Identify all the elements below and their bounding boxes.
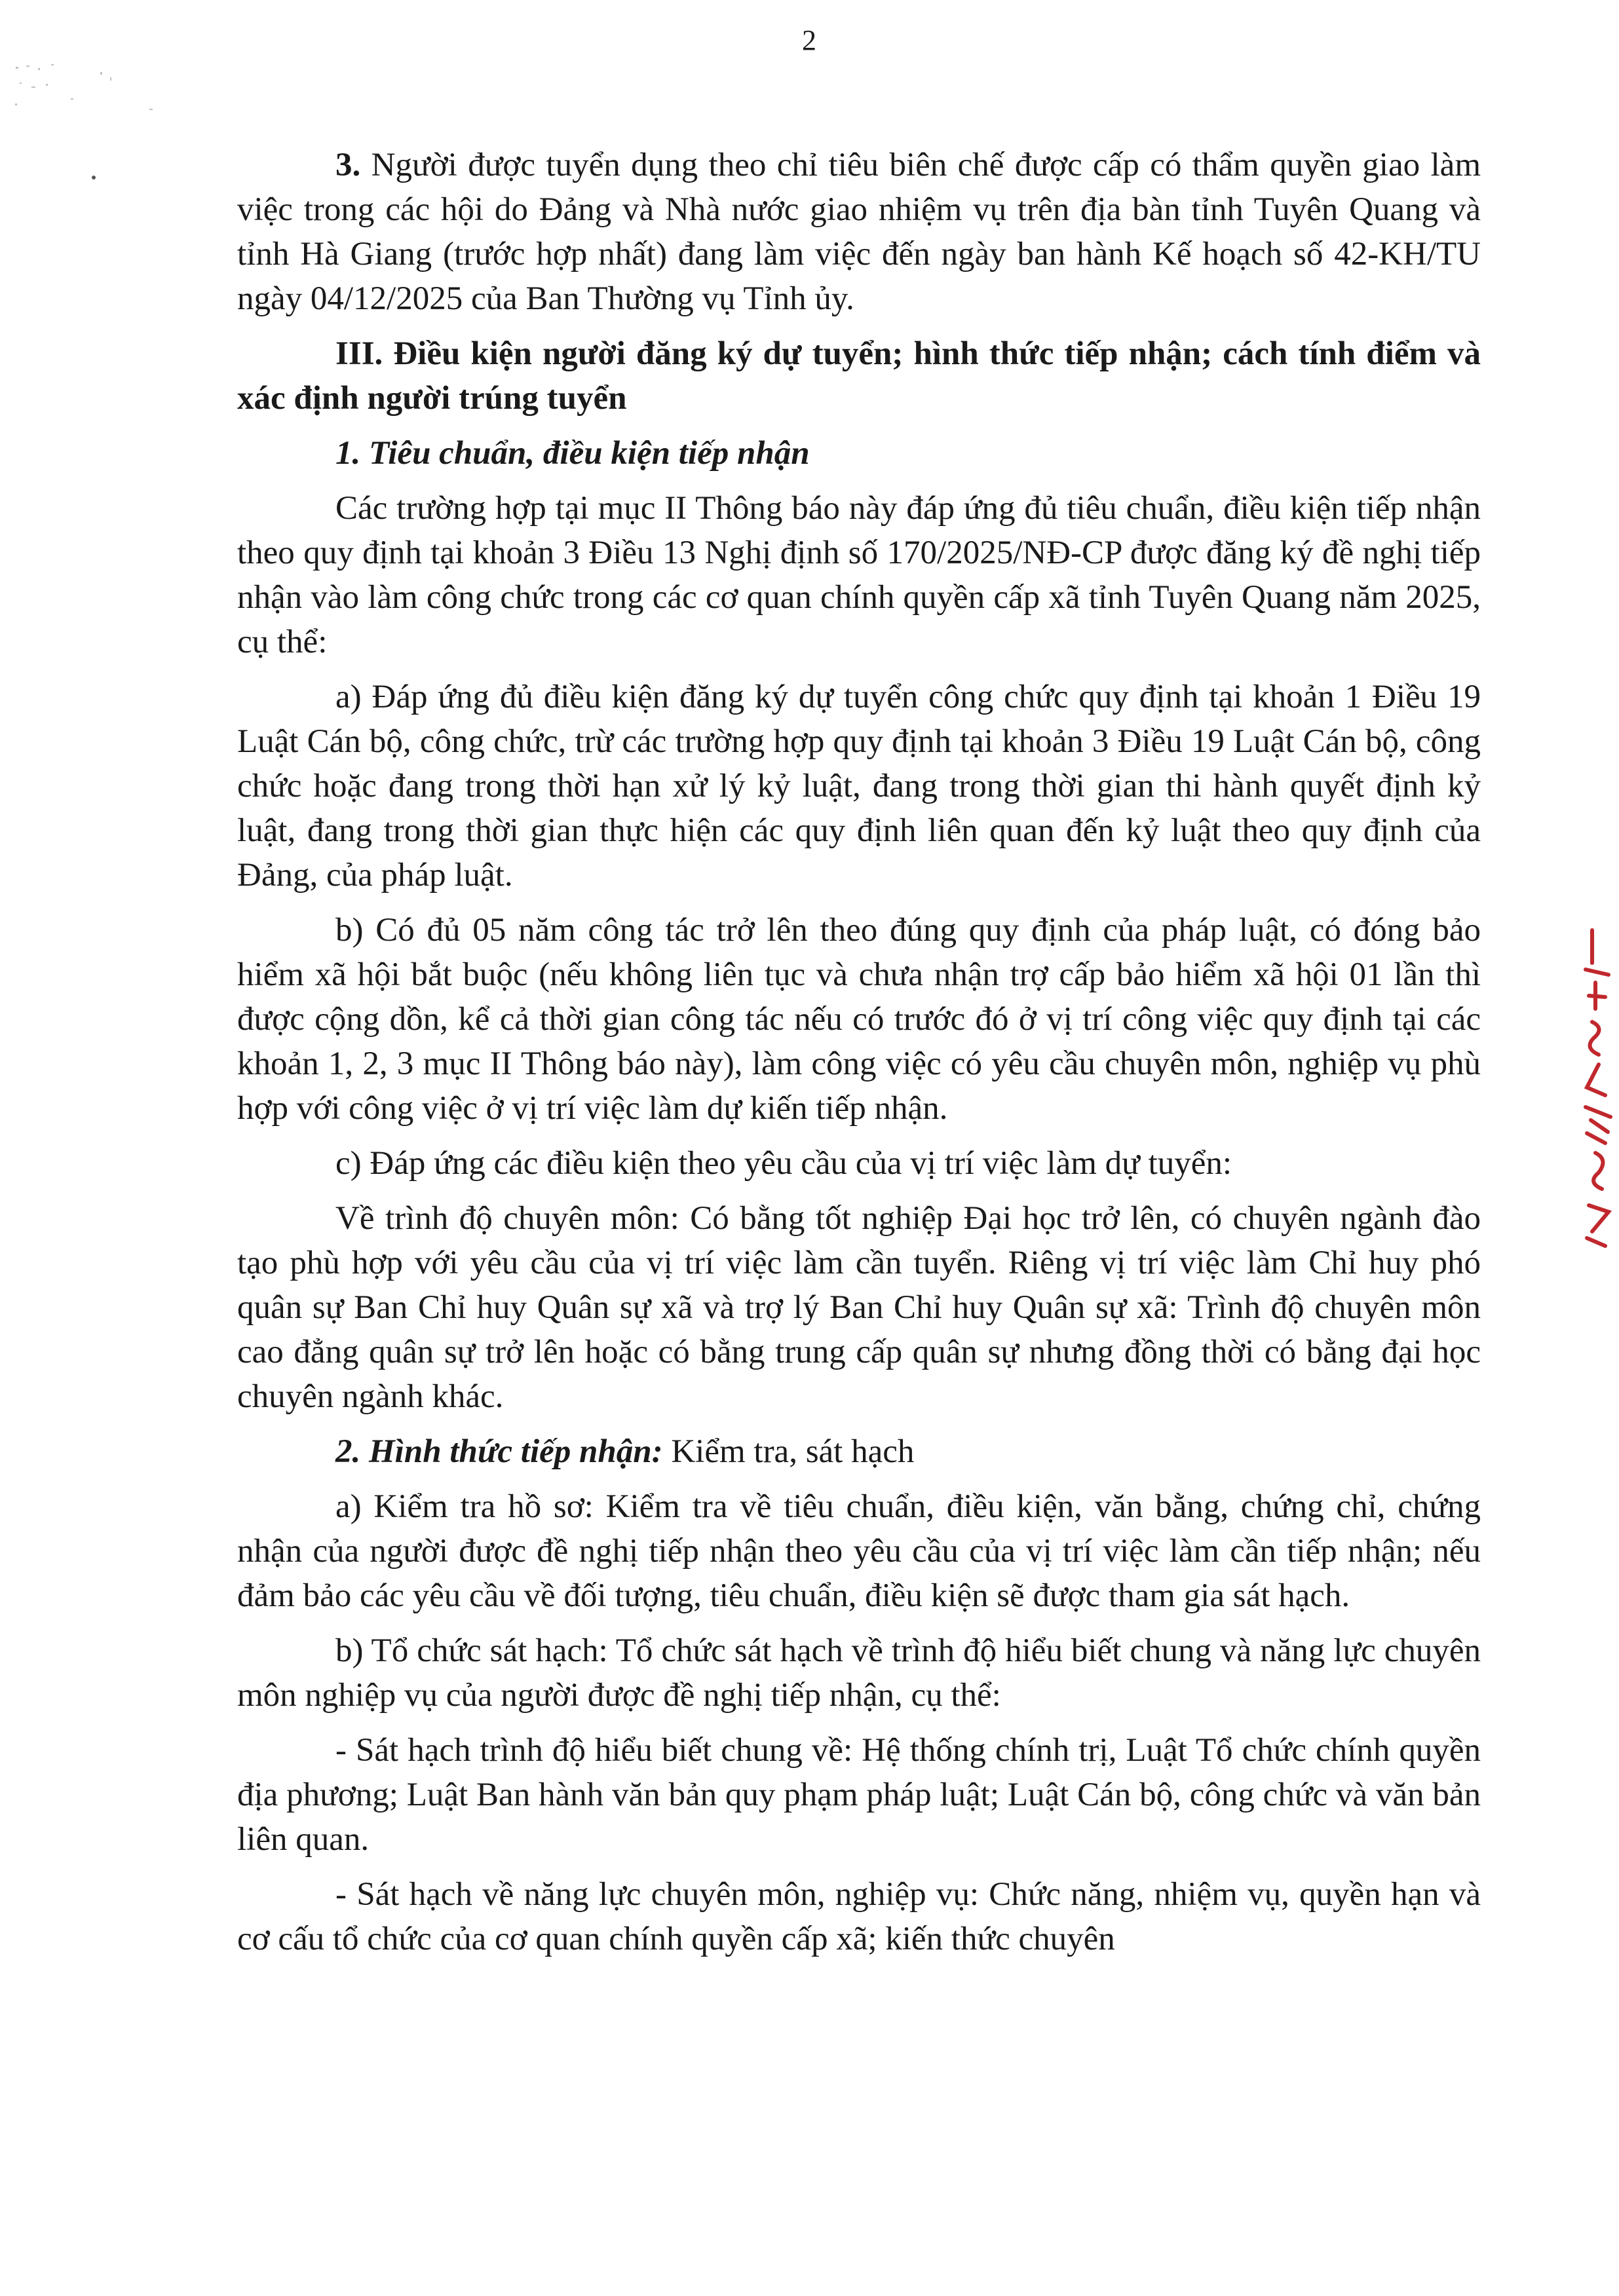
document-body <box>237 143 1481 1972</box>
dash-item-general: - Sát hạch trình độ hiểu biết chung về: Hệ thống chính trị, Luật Tổ chức chính quyền địa phương; Luật Ban hành văn bản quy phạm pháp luật; Luật Cán bộ, công chức và văn bản liên quan. <box>237 1732 1481 1858</box>
subsection-1-intro: Các trường hợp tại mục II Thông báo này đáp ứng đủ tiêu chuẩn, điều kiện tiếp nhận theo quy định tại khoản 3 Điều 13 Nghị định số 170/2025/NĐ-CP được đăng ký đề nghị tiếp nhận vào làm công chức trong các cơ quan chính quyền cấp xã tỉnh Tuyên Quang năm 2025, cụ thể: <box>237 490 1481 660</box>
condition-c-detail: Về trình độ chuyên môn: Có bằng tốt nghiệp Đại học trở lên, có chuyên ngành đào tạo phù hợp với yêu cầu của vị trí việc làm cần tuyển. Riêng vị trí việc làm Chỉ huy phó quân sự Ban Chỉ huy Quân sự xã và trợ lý Ban Chỉ huy Quân sự xã: Trình độ chuyên môn cao đẳng quân sự trở lên hoặc có bằng trung cấp quân sự nhưng đồng thời có bằng đại học chuyên ngành khác. <box>237 1200 1481 1415</box>
dash-item-professional: - Sát hạch về năng lực chuyên môn, nghiệp vụ: Chức năng, nhiệm vụ, quyền hạn và cơ cấu tổ chức của cơ quan chính quyền cấp xã; kiến thức chuyên <box>237 1876 1481 1957</box>
condition-c: c) Đáp ứng các điều kiện theo yêu cầu của vị trí việc làm dự tuyển: <box>335 1145 1232 1182</box>
item-3-text: Người được tuyển dụng theo chỉ tiêu biên chế được cấp có thẩm quyền giao làm việc trong các hội do Đảng và Nhà nước giao nhiệm vụ trên địa bàn tỉnh Tuyên Quang và tỉnh Hà Giang (trước hợp nhất) đang làm việc đến ngày ban hành Kế hoạch số 42-KH/TU ngày 04/12/2025 của Ban Thường vụ Tỉnh ủy. <box>237 147 1481 317</box>
form-b: b) Tổ chức sát hạch: Tổ chức sát hạch về trình độ hiểu biết chung và năng lực chuyên môn nghiệp vụ của người được đề nghị tiếp nhận, cụ thể: <box>237 1632 1481 1714</box>
paragraph-item-3 <box>237 143 1481 321</box>
red-signature-mark-icon <box>1579 924 1619 1251</box>
scan-artifact-icon <box>12 58 169 130</box>
subsection-2-title: 2. Hình thức tiếp nhận: <box>335 1433 663 1470</box>
subsection-1-title: 1. Tiêu chuẩn, điều kiện tiếp nhận <box>335 435 810 472</box>
subsection-2 <box>237 1429 1481 1474</box>
form-a: a) Kiểm tra hồ sơ: Kiểm tra về tiêu chuẩn, điều kiện, văn bằng, chứng chỉ, chứng nhận của người được đề nghị tiếp nhận theo yêu cầu của vị trí việc làm cần tiếp nhận; nếu đảm bảo các yêu cầu về đối tượng, tiêu chuẩn, điều kiện sẽ được tham gia sát hạch. <box>237 1488 1481 1614</box>
page-number: 2 <box>802 24 817 56</box>
scan-dot <box>92 176 96 179</box>
subsection-2-text: Kiểm tra, sát hạch <box>662 1433 915 1470</box>
condition-b: b) Có đủ 05 năm công tác trở lên theo đúng quy định của pháp luật, có đóng bảo hiểm xã hội bắt buộc (nếu không liên tục và chưa nhận trợ cấp bảo hiểm xã hội 01 lần thì được cộng dồn, kể cả thời gian công tác nếu có trước đó ở vị trí công việc quy định tại các khoản 1, 2, 3 mục II Thông báo này), làm công việc có yêu cầu chuyên môn, nghiệp vụ phù hợp với công việc ở vị trí việc làm dự kiến tiếp nhận. <box>237 912 1481 1127</box>
section-iii-heading: III. Điều kiện người đăng ký dự tuyển; hình thức tiếp nhận; cách tính điểm và xác định người trúng tuyển <box>237 335 1481 417</box>
item-number: 3. <box>335 147 361 183</box>
condition-a: a) Đáp ứng đủ điều kiện đăng ký dự tuyển công chức quy định tại khoản 1 Điều 19 Luật Cán bộ, công chức, trừ các trường hợp quy định tại khoản 3 Điều 19 Luật Cán bộ, công chức hoặc đang trong thời hạn xử lý kỷ luật, đang trong thời gian thi hành quyết định kỷ luật, đang trong thời gian thực hiện các quy định liên quan đến kỷ luật theo quy định của Đảng, của pháp luật. <box>237 679 1481 894</box>
